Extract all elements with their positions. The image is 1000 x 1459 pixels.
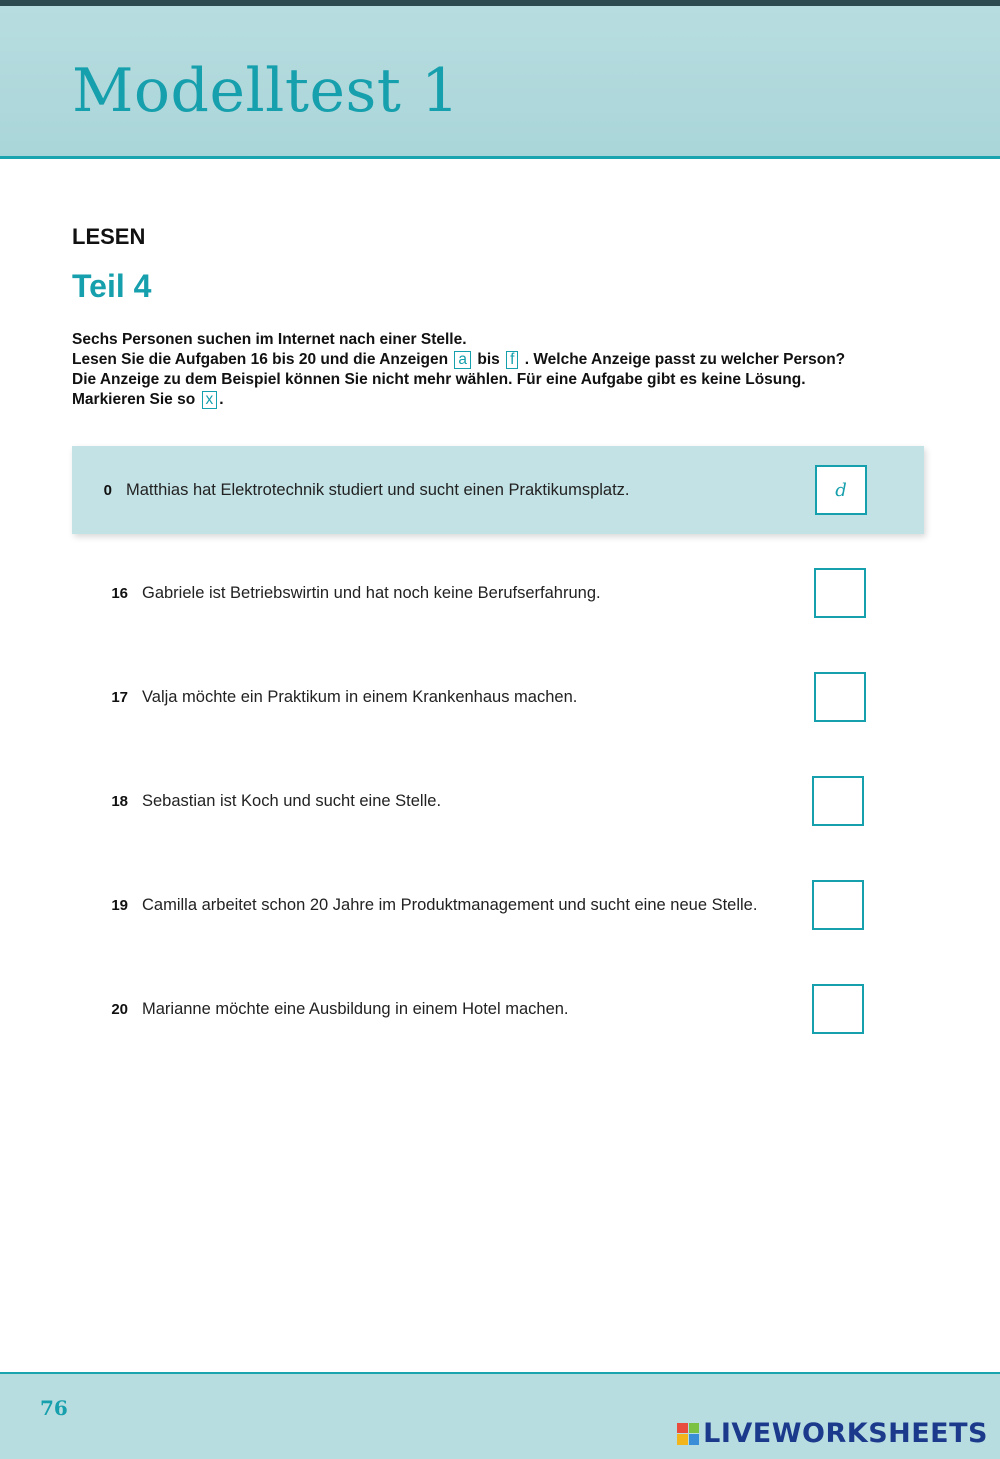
task-number: 19: [111, 896, 128, 914]
task-text: Camilla arbeitet schon 20 Jahre im Produktmanagement und sucht eine neue Stelle.: [142, 895, 758, 914]
sample-box-a: a: [454, 351, 471, 369]
instruction-line-3: Die Anzeige zu dem Beispiel können Sie nicht mehr wählen. Für eine Aufgabe gibt es keine Lösung.: [72, 371, 806, 388]
task-text: Sebastian ist Koch und sucht eine Stelle.: [142, 791, 442, 810]
task-number: 17: [111, 688, 128, 706]
part-heading: Teil 4: [72, 268, 152, 304]
brand-logo-icon: [677, 1423, 699, 1445]
task-text: Matthias hat Elektrotechnik studiert und sucht einen Praktikumsplatz.: [126, 480, 630, 499]
answer-box-19[interactable]: [812, 880, 864, 930]
task-row: [72, 563, 924, 623]
instructions: [72, 330, 912, 410]
task-row: [72, 875, 924, 935]
task-text: Valja möchte ein Praktikum in einem Krankenhaus machen.: [142, 687, 578, 706]
sample-box-x: x: [202, 391, 218, 409]
sample-box-f: f: [506, 351, 518, 369]
task-row: [72, 667, 924, 727]
answer-box-18[interactable]: [812, 776, 864, 826]
task-text: Gabriele ist Betriebswirtin und hat noch keine Berufserfahrung.: [142, 583, 601, 602]
page-title: Modelltest 1: [72, 56, 460, 126]
task-number: 20: [111, 1000, 128, 1018]
instruction-line-2-start: Lesen Sie die Aufgaben 16 bis 20 und die Anzeigen: [72, 351, 449, 368]
task-number: 18: [111, 792, 128, 810]
instruction-line-4-end: .: [219, 391, 224, 408]
task-number: 16: [111, 584, 128, 602]
instruction-line-4: [72, 390, 912, 410]
instruction-line-2-end: . Welche Anzeige passt zu welcher Person?: [524, 351, 846, 368]
answer-box-17[interactable]: [814, 672, 866, 722]
brand-name: LIVEWORKSHEETS: [703, 1418, 988, 1449]
instruction-line-2: [72, 350, 912, 370]
answer-box-20[interactable]: [812, 984, 864, 1034]
brand-watermark: [677, 1418, 988, 1449]
page-number: 76: [40, 1396, 68, 1420]
header-divider: [0, 156, 1000, 159]
section-label: LESEN: [72, 224, 146, 249]
example-answer-box: d: [815, 465, 867, 515]
example-task: [72, 446, 924, 534]
instruction-line-1: Sechs Personen suchen im Internet nach einer Stelle.: [72, 331, 467, 348]
answer-box-16[interactable]: [814, 568, 866, 618]
task-number: 0: [103, 481, 112, 499]
task-row: [72, 771, 924, 831]
task-row: [72, 979, 924, 1039]
instruction-line-2-mid: bis: [477, 351, 500, 368]
task-text: Marianne möchte eine Ausbildung in einem Hotel machen.: [142, 999, 569, 1018]
instruction-line-4-start: Markieren Sie so: [72, 391, 196, 408]
